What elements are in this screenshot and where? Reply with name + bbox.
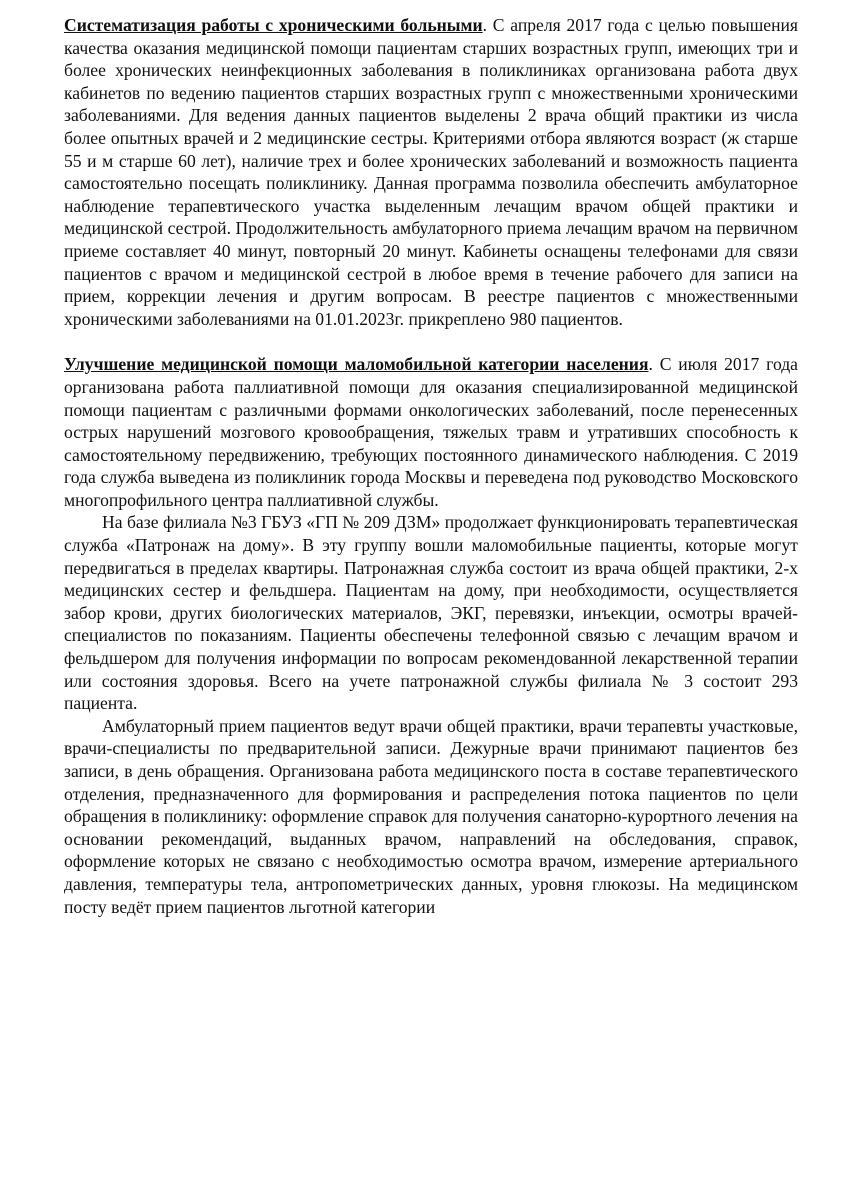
paragraph-low-mobility — [64, 353, 798, 511]
paragraph-outpatient-reception: Амбулаторный прием пациентов ведут врачи общей практики, врачи терапевты участковые, врачи-специалисты по предварительной записи. Дежурные врачи принимают пациентов без записи, в день обращения. Организована работа медицинского поста в составе терапевтического отделения, предназначенного для формирования и распределения потока пациентов по цели обращения в поликлинику: оформление справок для получения санаторно-курортного лечения на основании рекомендаций, выданных врачом, направлений на обследования, справок, оформление которых не связано с необходимостью осмотра врачом, измерение артериального давления, температуры тела, антропометрических данных, уровня глюкозы. На медицинском посту ведёт прием пациентов льготной категории — [64, 715, 798, 917]
section-body-low-mobility: . С июля 2017 года организована работа паллиативной помощи для оказания специализированной медицинской помощи пациентам с различными формами онкологических заболеваний, после перенесенных острых нарушений мозгового кровообращения, тяжелых травм и утративших способность к самостоятельному передвижению, требующих постоянного динамического наблюдения. С 2019 года служба выведена из поликлиник города Москвы и переведена под руководство Московского многопрофильного центра паллиативной службы. — [64, 354, 798, 510]
paragraph-chronic-patients — [64, 14, 798, 330]
section-heading-chronic-patients: Систематизация работы с хроническими больными — [64, 15, 483, 35]
section-heading-low-mobility: Улучшение медицинской помощи маломобильной категории населения — [64, 354, 649, 375]
paragraph-gap — [64, 330, 798, 353]
document-page — [64, 14, 798, 918]
section-body-chronic-patients: . С апреля 2017 года с целью повышения качества оказания медицинской помощи пациентам старших возрастных групп, имеющих три и более хронических неинфекционных заболевания в поликлиниках организована работа двух кабинетов по ведению пациентов старших возрастных групп с множественными хроническими заболеваниями. Для ведения данных пациентов выделены 2 врача общий практики из числа более опытных врачей и 2 медицинские сестры. Критериями отбора являются возраст (ж старше 55 и м старше 60 лет), наличие трех и более хронических заболеваний и возможность пациента самостоятельно посещать поликлинику. Данная программа позволила обеспечить амбулаторное наблюдение терапевтического участка выделенным лечащим врачом общей практики и медицинской сестрой. Продолжительность амбулаторного приема лечащим врачом на первичном приеме составляет 40 минут, повторный 20 минут. Кабинеты оснащены телефонами для связи пациентов с врачом и медицинской сестрой в любое время в течение рабочего для записи на прием, коррекции лечения и другим вопросам. В реестре пациентов с множественными хроническими заболеваниями на 01.01.2023г. прикреплено 980 пациентов. — [64, 15, 798, 329]
paragraph-home-patronage: На базе филиала №3 ГБУЗ «ГП № 209 ДЗМ» продолжает функционировать терапевтическая служба «Патронаж на дому». В эту группу вошли маломобильные пациенты, которые могут передвигаться в пределах квартиры. Патронажная служба состоит из врача общей практики, 2-х медицинских сестер и фельдшера. Пациентам на дому, при необходимости, осуществляется забор крови, других биологических материалов, ЭКГ, перевязки, инъекции, осмотры врачей-специалистов по показаниям. Пациенты обеспечены телефонной связью с лечащим врачом и фельдшером для получения информации по вопросам рекомендованной лекарственной терапии или состояния здоровья. Всего на учете патронажной службы филиала № 3 состоит 293 пациента. — [64, 512, 798, 714]
